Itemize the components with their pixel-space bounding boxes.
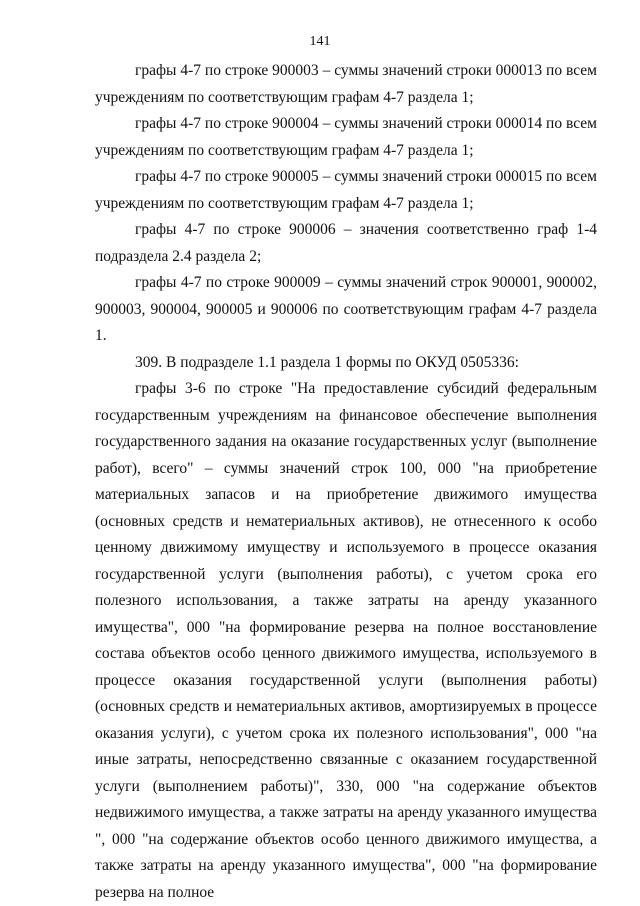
page-number: 141	[309, 34, 331, 49]
paragraph-row-900003: графы 4-7 по строке 900003 – суммы значений строки 000013 по всем учреждениям по соответствующим графам 4-7 раздела 1;	[95, 62, 597, 106]
paragraph-row-900009: графы 4-7 по строке 900009 – суммы значений строк 900001, 900002, 900003, 900004, 900005 и 900006 по соответствующим графам 4-7 раздела 1.	[95, 274, 597, 344]
paragraph-row-900006: графы 4-7 по строке 900006 – значения соответственно граф 1-4 подраздела 2.4 раздела 2;	[95, 221, 597, 265]
paragraph-section-309: 309. В подразделе 1.1 раздела 1 формы по ОКУД 0505336:	[135, 353, 519, 371]
paragraph-row-900005: графы 4-7 по строке 900005 – суммы значений строки 000015 по всем учреждениям по соответствующим графам 4-7 раздела 1;	[95, 168, 597, 212]
document-body	[95, 58, 597, 906]
paragraph-row-900004: графы 4-7 по строке 900004 – суммы значений строки 000014 по всем учреждениям по соответствующим графам 4-7 раздела 1;	[95, 115, 597, 159]
paragraph-columns-3-6: графы 3-6 по строке "На предоставление субсидий федеральным государственным учреждениям на финансовое обеспечение выполнения государственного задания на оказание государственных услуг (выполнение работ), всего" – суммы значений строк 100, 000 "на приобретение материальных запасов и на приобретение движимого имущества (основных средств и нематериальных активов), не отнесенного к особо ценному движимому имуществу и используемого в процессе оказания государственной услуги (выполнения работы), с учетом срока его полезного использования, а также затраты на аренду указанного имущества", 000 "на формирование резерва на полное восстановление состава объектов особо ценного движимого имущества, используемого в процессе оказания государственной услуги (выполнения работы) (основных средств и нематериальных активов, амортизируемых в процессе оказания услуги), с учетом срока их полезного использования", 000 "на иные затраты, непосредственно связанные с оказанием государственной услуги (выполнением работы)", 330, 000 "на содержание объектов недвижимого имущества, а также затраты на аренду указанного имущества ", 000 "на содержание объектов особо ценного движимого имущества, а также затраты на аренду указанного имущества", 000 "на формирование резерва на полное	[95, 380, 597, 901]
